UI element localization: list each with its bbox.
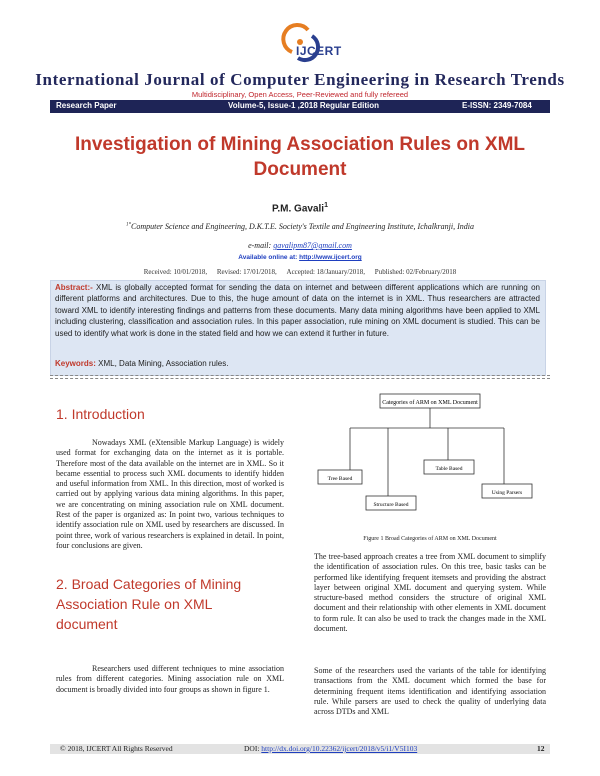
abstract	[55, 282, 540, 339]
copyright: © 2018, IJCERT All Rights Reserved	[60, 744, 173, 753]
figure-1-diagram	[314, 392, 546, 532]
paper-type: Research Paper	[56, 101, 117, 110]
journal-title: International Journal of Computer Engineering in Research Trends	[35, 70, 565, 89]
paper-title-line1: Investigation of Mining Association Rules on XML	[74, 134, 526, 155]
accepted-date: Accepted: 18/January/2018,	[286, 268, 366, 276]
diagram-node2-label: Structure Based	[373, 502, 409, 508]
issn: E-ISSN: 2349-7084	[462, 101, 532, 110]
figure-caption: Figure 1 Broad Categories of ARM on XML Document	[363, 536, 497, 542]
author	[0, 202, 600, 214]
keywords	[55, 359, 228, 368]
paper-title	[40, 132, 560, 182]
diagram-node1-label: Tree Based	[327, 476, 353, 482]
diagram-node4-label: Using Parsers	[491, 490, 523, 496]
section2-heading-line2: Association Rule on XML	[56, 596, 213, 612]
introduction-paragraph: Nowadays XML (eXtensible Markup Language) is widely used format for exchanging data on the internet as it is portable. Therefore most of the data available on the internet are in XML. So it became essential to process such XML documents to identify hidden and useful information from XML. In this direction, most of worked is carried out by applying various data mining algorithms. In this paper, we are concentrating on mining association rule on XML document. Rest of the paper is organized as: In point two, various techniques to identify association rule on XML used by researchers are discussed. In point three, work of various researchers is explained in detail. In point, four conclusions are given.	[56, 438, 284, 550]
section-heading-introduction: 1. Introduction	[56, 406, 145, 422]
online-label: Available online at:	[238, 254, 298, 261]
logo-text: IJCERT	[296, 44, 342, 58]
email-line	[0, 241, 600, 250]
paper-title-line2: Document	[253, 159, 347, 180]
right-paragraph-1: The tree-based approach creates a tree from XML document to simplify the identification of association rules. On this tree, basic tasks can be performed like identifying frequent itemsets and providing the abstract layer between original XML document and querying system. While structure-based method considers the structure of original XML document and their relationship with other elements in XML document to form rule. It can also be used to track the changes made in the XML document.	[314, 552, 546, 634]
email-label: e-mail:	[248, 241, 272, 250]
online-link[interactable]: http://www.ijcert.org	[299, 254, 362, 261]
section2-heading-line1: 2. Broad Categories of Mining	[56, 576, 242, 592]
issue-bar	[50, 100, 550, 113]
affiliation-sup: 1*	[126, 222, 131, 228]
doi-link[interactable]: http://dx.doi.org/10.22362/ijcert/2018/v5/i1/V5I103	[261, 744, 418, 753]
divider	[50, 378, 550, 379]
keywords-label: Keywords:	[55, 359, 96, 368]
keywords-text: XML, Data Mining, Association rules.	[98, 359, 229, 368]
doi-line	[244, 744, 417, 753]
dates-line	[0, 268, 600, 276]
section-heading-broad-categories	[56, 574, 284, 634]
diagram-node3-label: Table Based	[435, 466, 463, 472]
page-number: 12	[537, 744, 545, 753]
journal-subtitle: Multidisciplinary, Open Access, Peer-Reviewed and fully refereed	[191, 90, 409, 99]
affiliation	[0, 222, 600, 231]
received-date: Received: 10/01/2018,	[143, 268, 208, 276]
revised-date: Revised: 17/01/2018,	[216, 268, 277, 276]
online-line	[0, 254, 600, 261]
right-paragraph-2: Some of the researchers used the variants of the table for identifying transactions from the XML document which formed the base for determining frequent items identification and identifying association rule. While parsers are used to check the quality of underlying data across DTDs and XML	[314, 666, 546, 717]
published-date: Published: 02/February/2018	[374, 268, 457, 276]
abstract-text: XML is globally accepted format for sending the data on internet and between different applications which are running on different platforms and architectures. Due to this, the huge amount of data on the internet is in XML. Thus researchers are attracted toward XML to identify interesting findings and patterns from these documents. Many data mining algorithms have been applied to XML including clustering, classification and association rules. In this paper association, rule mining on XML document is studied. This can be used to identify what work is done in the stated field and how we can extend it further in future.	[55, 283, 541, 338]
doi-label: DOI:	[244, 744, 260, 753]
section2-heading-line3: document	[56, 616, 118, 632]
author-name: P.M. Gavali	[272, 203, 325, 215]
volume-info: Volume-5, Issue-1 ,2018 Regular Edition	[228, 101, 380, 110]
section2-paragraph: Researchers used different techniques to mine association rules from different categories. Mining association rule on XML document is broadly divided into four groups as shown in figure 1.	[56, 664, 284, 694]
email-link[interactable]: gavalipm87@gmail.com	[273, 241, 352, 250]
author-sup: 1	[324, 202, 328, 209]
abstract-label: Abstract:-	[55, 283, 93, 292]
affiliation-text: Computer Science and Engineering, D.K.T.E. Society's Textile and Engineering Institute, Ichalkranji, India	[131, 222, 474, 231]
divider	[50, 375, 550, 376]
diagram-root-label: Categories of ARM on XML Document	[382, 400, 478, 406]
